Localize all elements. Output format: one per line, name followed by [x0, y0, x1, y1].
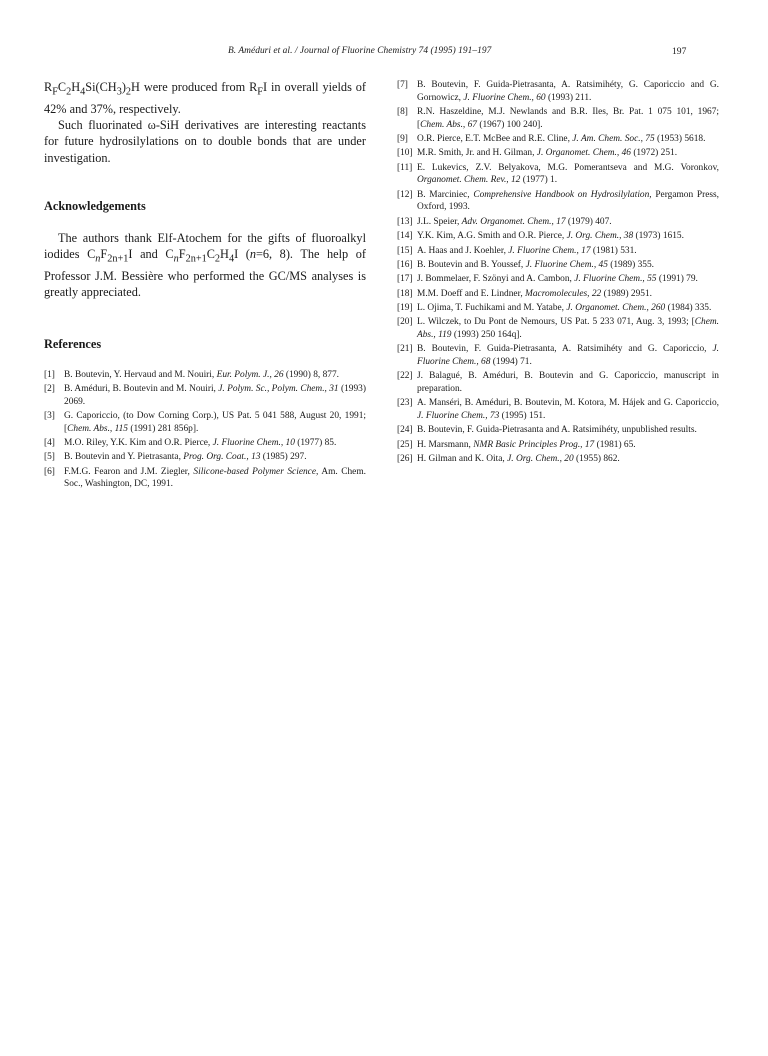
reference-item — [397, 189, 719, 214]
reference-item — [397, 79, 719, 104]
reference-details: (1991) 281 856p]. — [127, 423, 199, 434]
reference-text: B. Boutevin, F. Guida-Pietrasanta, A. Ratsimihéty, G. Caporiccio and G. Gornowicz, — [417, 80, 719, 103]
reference-number: [2] — [44, 383, 55, 394]
reference-item — [397, 453, 719, 466]
reference-number: [6] — [44, 466, 55, 477]
reference-number: [25] — [397, 439, 413, 450]
reference-details: (1973) 1615. — [633, 231, 684, 242]
reference-item — [397, 273, 719, 286]
reference-text: M.O. Riley, Y.K. Kim and O.R. Pierce, — [64, 437, 213, 448]
reference-source: NMR Basic Principles Prog., 17 — [473, 439, 595, 450]
reference-source: J. Fluorine Chem., 60 — [463, 92, 546, 103]
reference-details: (1953) 5618. — [654, 133, 706, 144]
reference-number: [18] — [397, 288, 413, 299]
reference-details: (1984) 335. — [665, 303, 712, 314]
reference-item — [397, 397, 719, 422]
outlook-paragraph: Such fluorinated ω-SiH derivatives are interesting reactants for future hydrosilylations on to double bonds that are under investigation. — [44, 118, 366, 165]
reference-source: Organomet. Chem. Rev., 12 — [417, 175, 521, 186]
reference-number: [9] — [397, 133, 408, 144]
reference-source: J. Fluorine Chem., 68 — [417, 344, 719, 368]
reference-number: [12] — [397, 189, 413, 200]
reference-text: A. Manséri, B. Améduri, B. Boutevin, M. Kotora, M. Hájek and G. Caporiccio, — [417, 398, 719, 409]
reference-text: H. Gilman and K. Oita, — [417, 454, 508, 465]
reference-text: B. Boutevin, F. Guida-Pietrasanta, A. Ratsimihéty and G. Caporiccio, — [417, 344, 713, 355]
reference-details: (1993) 2069. — [64, 383, 366, 407]
reference-source: J. Fluorine Chem., 45 — [525, 259, 608, 270]
reference-item — [397, 216, 719, 229]
reference-item — [397, 343, 719, 368]
reference-text: F.M.G. Fearon and J.M. Ziegler, — [64, 466, 194, 477]
reference-number: [20] — [397, 317, 413, 328]
reference-text: R.N. Haszeldine, M.J. Newlands and B.R. Iles, Br. Pat. 1 075 101, 1967; [ — [417, 106, 719, 130]
reference-text: Y.K. Kim, A.G. Smith and O.R. Pierce, — [417, 231, 567, 242]
reference-number: [14] — [397, 231, 413, 242]
reference-item — [44, 369, 366, 382]
reference-item — [44, 410, 366, 435]
reference-source: Chem. Abs., 115 — [67, 423, 128, 434]
reference-details: Am. Chem. Soc., Washington, DC, 1991. — [64, 466, 366, 490]
reference-text: B. Améduri, B. Boutevin and M. Nouiri, — [64, 383, 219, 394]
reference-source: J. Fluorine Chem., 73 — [417, 411, 500, 421]
reference-details: (1981) 531. — [590, 245, 637, 256]
reference-text: M.R. Smith, Jr. and H. Gilman, — [417, 148, 537, 159]
reference-item — [44, 437, 366, 450]
reference-number: [24] — [397, 425, 413, 436]
reference-details: (1989) 355. — [607, 259, 654, 270]
reference-source: J. Fluorine Chem., 10 — [212, 437, 295, 448]
reference-item — [44, 466, 366, 491]
reference-details: (1990) 8, 877. — [283, 369, 339, 380]
reference-text: L. Ojima, T. Fuchikami and M. Yatabe, — [417, 303, 567, 314]
reference-text: A. Haas and J. Koehler, — [417, 245, 509, 256]
reference-text: J. Balagué, B. Améduri, B. Boutevin and G. Caporiccio, manuscript in preparation. — [417, 371, 719, 395]
reference-text: B. Boutevin, F. Guida-Pietrasanta and A. Ratsimihéty, unpublished results. — [417, 425, 697, 436]
reference-text: B. Boutevin, Y. Hervaud and M. Nouiri, — [64, 369, 217, 380]
reference-number: [26] — [397, 454, 413, 465]
reference-details: (1991) 79. — [656, 274, 698, 285]
reference-item — [44, 451, 366, 464]
reference-details: (1995) 151. — [499, 411, 546, 421]
reference-text: M.M. Doeff and E. Lindner, — [417, 288, 526, 299]
reference-details: (1994) 71. — [490, 357, 532, 368]
reference-text: J. Bommelaer, F. Szönyi and A. Cambon, — [417, 274, 575, 285]
reference-details: (1979) 407. — [565, 216, 612, 227]
reference-item — [397, 424, 719, 437]
reference-details: Pergamon Press, Oxford, 1993. — [417, 189, 719, 213]
reference-details: (1977) 85. — [294, 437, 337, 448]
reference-number: [11] — [397, 162, 413, 173]
reference-source: J. Polym. Sc., Polym. Chem., 31 — [218, 383, 339, 394]
reference-item — [397, 147, 719, 160]
reference-source: J. Organomet. Chem., 46 — [536, 148, 631, 159]
reference-source: Prog. Org. Coat., 13 — [183, 452, 261, 463]
reference-text: H. Marsmann, — [417, 439, 474, 450]
acknowledgements-heading: Acknowledgements — [44, 198, 146, 213]
reference-number: [16] — [397, 259, 413, 270]
reference-details: (1967) 100 240]. — [476, 119, 543, 130]
reference-details: (1989) 2951. — [601, 288, 653, 299]
reference-item — [397, 133, 719, 146]
reference-list-left — [44, 369, 366, 491]
reference-source: J. Fluorine Chem., 55 — [574, 274, 657, 285]
reference-text: J.L. Speier, — [417, 216, 462, 227]
reference-list-right — [397, 79, 719, 466]
reference-text: B. Boutevin and B. Youssef, — [417, 259, 526, 270]
reference-item — [397, 259, 719, 272]
reference-text: G. Caporiccio, (to Dow Corning Corp.), US Pat. 5 041 588, August 20, 1991; [ — [64, 410, 366, 434]
reference-number: [15] — [397, 245, 413, 256]
reference-source: Chem. Abs., 67 — [420, 119, 477, 130]
reference-source: J. Organomet. Chem., 260 — [566, 303, 666, 314]
reference-details: (1985) 297. — [260, 452, 307, 463]
reference-item — [397, 230, 719, 243]
conclusion-paragraph: $R_FC_2H_4Si(CH_3)_2H$ were produced from $R_FI$ in overall yields of 42% and 37%, respectively. — [44, 80, 366, 116]
reference-item — [397, 162, 719, 187]
reference-source: J. Fluorine Chem., 17 — [508, 245, 591, 256]
reference-item — [397, 288, 719, 301]
reference-number: [1] — [44, 369, 55, 380]
running-head: B. Améduri et al. / Journal of Fluorine Chemistry 74 (1995) 191–197 — [228, 46, 492, 56]
reference-source: Silicone-based Polymer Science, — [193, 466, 319, 477]
reference-source: Adv. Organomet. Chem., 17 — [461, 216, 566, 227]
reference-source: Eur. Polym. J., 26 — [216, 369, 284, 380]
reference-source: Comprehensive Handbook on Hydrosilylation, — [473, 189, 652, 200]
reference-number: [3] — [44, 410, 55, 421]
reference-details: (1993) 211. — [545, 92, 592, 103]
reference-details: (1972) 251. — [630, 148, 678, 159]
reference-item — [397, 439, 719, 452]
reference-number: [17] — [397, 274, 413, 285]
reference-text: B. Marciniec, — [417, 189, 474, 200]
reference-item — [44, 383, 366, 408]
right-column — [397, 79, 719, 468]
reference-number: [23] — [397, 398, 413, 409]
reference-number: [13] — [397, 216, 413, 227]
left-column — [44, 79, 366, 493]
reference-source: J. Org. Chem., 38 — [566, 231, 634, 242]
reference-number: [7] — [397, 80, 408, 90]
references-heading: References — [44, 336, 102, 351]
reference-number: [5] — [44, 452, 55, 463]
reference-item — [397, 245, 719, 258]
reference-text: E. Lukevics, Z.V. Belyakova, M.G. Pomerantseva and M.G. Voronkov, — [417, 162, 719, 173]
reference-number: [21] — [397, 344, 413, 355]
reference-text: B. Boutevin and Y. Pietrasanta, — [64, 452, 184, 463]
reference-details: (1977) 1. — [520, 175, 558, 186]
reference-number: [22] — [397, 371, 413, 382]
reference-item — [397, 302, 719, 315]
reference-item — [397, 106, 719, 131]
reference-item — [397, 370, 719, 395]
reference-item — [397, 316, 719, 341]
reference-text: O.R. Pierce, E.T. McBee and R.E. Cline, — [417, 133, 573, 144]
reference-details: (1993) 250 164q]. — [451, 330, 522, 341]
reference-details: (1981) 65. — [594, 439, 636, 450]
reference-text: L. Wilczek, to Du Pont de Nemours, US Pat. 5 233 071, Aug. 3, 1993; [ — [417, 317, 695, 328]
reference-number: [10] — [397, 148, 413, 159]
acknowledgements-paragraph: The authors thank Elf-Atochem for the gifts of fluoroalkyl iodides $C_nF_{2n+1}I$ and $C_nF_{2n+1}C_2H_4I$ (n=6, 8). The help of Professor J.M. Bessière who performed the GC/MS analyses is greatly appreciated. — [44, 230, 366, 300]
reference-source: Macromolecules, 22 — [525, 288, 602, 299]
reference-source: J. Am. Chem. Soc., 75 — [572, 133, 655, 144]
reference-source: Chem. Abs., 119 — [417, 317, 719, 341]
reference-details: (1955) 862. — [573, 454, 620, 465]
reference-number: [4] — [44, 437, 55, 448]
reference-source: J. Org. Chem., 20 — [507, 454, 574, 465]
reference-number: [19] — [397, 303, 413, 314]
page-number: 197 — [672, 46, 687, 57]
reference-number: [8] — [397, 106, 408, 117]
